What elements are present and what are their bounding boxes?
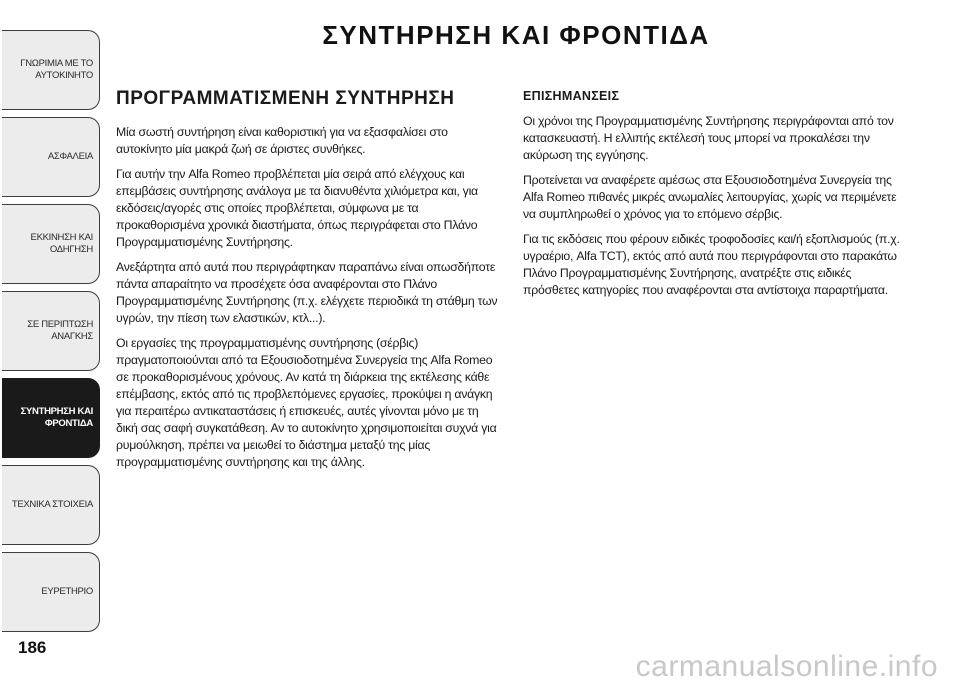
- paragraph: Οι χρόνοι της Προγραμματισμένης Συντήρησης περιγράφονται από τον κατασκευαστή. Η ελλιπής εκτέλεσή τους μπορεί να προκαλέσει την ακύρωση της εγγύησης.: [523, 114, 894, 162]
- paragraph: Προτείνεται να αναφέρετε αμέσως στα Εξουσιοδοτημένα Συνεργεία της Alfa Romeo πιθανές μικρές ανωμαλίες λειτουργίας, χωρίς να περιμένετε να συμπληρωθεί ο χρόνος για το επόμενο σέρβις.: [523, 173, 897, 221]
- notes-section: [523, 88, 905, 307]
- tab-technical-data[interactable]: [2, 465, 100, 545]
- page-title: ΣΥΝΤΗΡΗΣΗ ΚΑΙ ΦΡΟΝΤΙΔΑ: [322, 20, 710, 50]
- chapter-tabs: [0, 0, 102, 686]
- paragraph: Για αυτήν την Alfa Romeo προβλέπεται μία σειρά από ελέγχους και επεμβάσεις συντήρησης ανάλογα με τα διανυθέντα χιλιόμετρα και, για εκδόσεις/αγορές στις οποίες προβλέπεται, σύμφωνα με τα προκαθορισμένα χρονικά διαστήματα, όπως περιγράφεται στο Πλάνο Προγραμματισμένης Συντήρησης.: [116, 167, 478, 249]
- tab-maintenance-care[interactable]: [2, 378, 100, 458]
- page-number: 186: [18, 638, 47, 657]
- site-watermark: carmanualsonline.info: [635, 650, 938, 683]
- paragraph: Ανεξάρτητα από αυτά που περιγράφτηκαν παραπάνω είναι οπωσδήποτε πάντα απαραίτητο να προσέχετε όσα αναφέρονται στο Πλάνο Προγραμματισμένης Συντήρησης (π.χ. ελέγχετε περιοδικά τη στάθμη των υγρών, την πίεση των ελαστικών, κτλ...).: [116, 260, 498, 325]
- paragraph: Μία σωστή συντήρηση είναι καθοριστική για να εξασφαλίσει στο αυτοκίνητο μία μακρά ζωή σε άριστες συνθήκες.: [116, 125, 448, 156]
- tab-label: ΤΕΧΝΙΚΑ ΣΤΟΙΧΕΙΑ: [11, 499, 93, 510]
- scheduled-maintenance-section: [116, 88, 498, 479]
- paragraph: Οι εργασίες της προγραμματισμένης συντήρησης (σέρβις) πραγματοποιούνται από τα Εξουσιοδοτημένα Συνεργεία της Alfa Romeo σε προκαθορισμένους χρόνους. Αν κατά τη διάρκεια της εκτέλεσης κάθε επέμβασης, εκτός από τις προβλεπόμενες εργασίες, προκύψει η ανάγκη για περαιτέρω αντικαταστάσεις ή επισκευές, αυτές γίνονται μόνο με τη δική σας σαφή συγκατάθεση. Αν το αυτοκίνητο χρησιμοποιείται συχνά για ρυμούλκηση, πρέπει να μειωθεί το διάστημα μεταξύ της μίας προγραμματισμένης συντήρησης και της άλλης.: [116, 336, 497, 469]
- section-heading: ΠΡΟΓΡΑΜΜΑΤΙΣΜΕΝΗ ΣΥΝΤΗΡΗΣΗ: [116, 88, 455, 109]
- tab-label: ΓΝΩΡΙΜΙΑ ΜΕ ΤΟ ΑΥΤΟΚΙΝΗΤΟ: [20, 58, 93, 81]
- tab-label: ΕΥΡΕΤΗΡΙΟ: [41, 586, 93, 597]
- tab-label: ΣΕ ΠΕΡΙΠΤΩΣΗ ΑΝΑΓΚΗΣ: [27, 319, 93, 342]
- tab-starting-driving[interactable]: [2, 204, 100, 284]
- tab-getting-to-know-car[interactable]: [2, 30, 100, 110]
- tab-safety[interactable]: [2, 117, 100, 197]
- tab-index[interactable]: [2, 552, 100, 632]
- tab-label: ΣΥΝΤΗΡΗΣΗ ΚΑΙ ΦΡΟΝΤΙΔΑ: [20, 406, 93, 429]
- tab-emergency[interactable]: [2, 291, 100, 371]
- paragraph: Για τις εκδόσεις που φέρουν ειδικές τροφοδοσίες και/ή εξοπλισμούς (π.χ. υγραέριο, Alfa TCT), εκτός από αυτά που περιγράφονται στο παρακάτω Πλάνο Προγραμματισμένης Συντήρησης, ανατρέξτε στις ειδικές πρόσθετες κατηγορίες που αναφέρονται στα αντίστοιχα παραρτήματα.: [523, 232, 900, 297]
- tab-label: ΑΣΦΑΛΕΙΑ: [47, 151, 93, 162]
- tab-label: ΕΚΚΙΝΗΣΗ ΚΑΙ ΟΔΗΓΗΣΗ: [30, 232, 93, 255]
- notes-heading: ΕΠΙΣΗΜΑΝΣΕΙΣ: [523, 89, 620, 103]
